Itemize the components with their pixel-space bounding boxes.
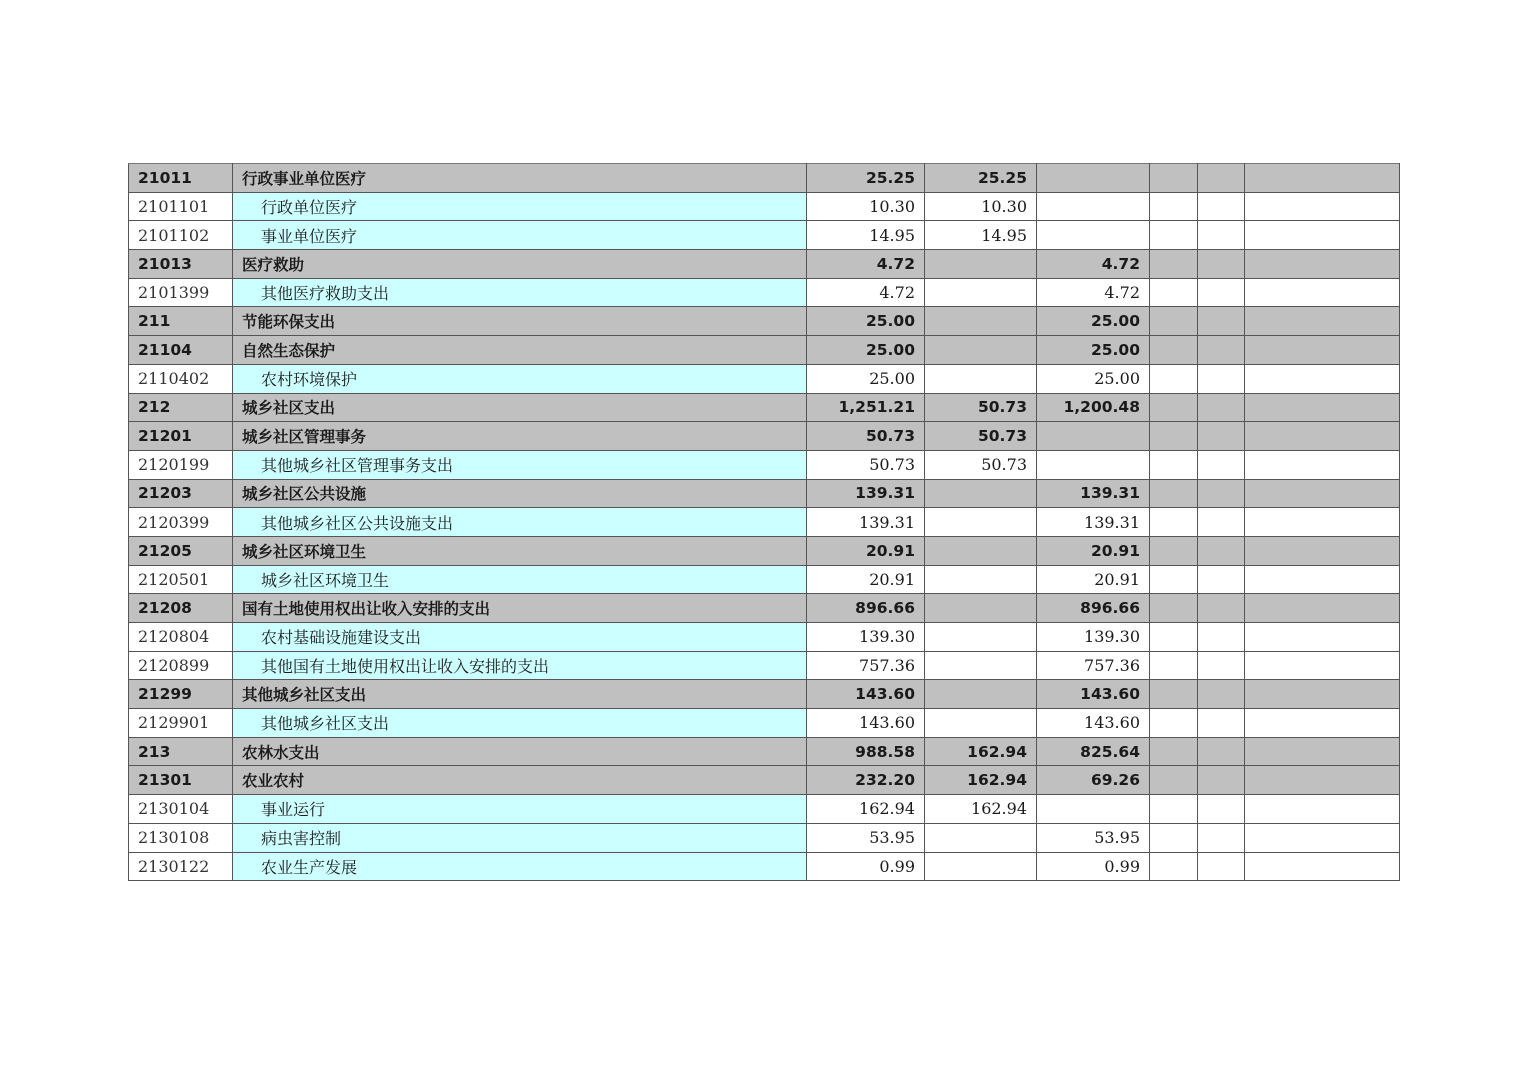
cell-subject-code: 2130104 xyxy=(129,795,233,824)
cell-project-expenditure: 20.91 xyxy=(1037,536,1150,565)
cell-empty xyxy=(1198,450,1245,479)
cell-subject-code: 211 xyxy=(129,307,233,336)
cell-basic-expenditure: 162.94 xyxy=(925,766,1037,795)
cell-empty xyxy=(1198,364,1245,393)
table-row-summary xyxy=(129,164,1400,193)
cell-empty xyxy=(1198,307,1245,336)
table-row-summary xyxy=(129,594,1400,623)
cell-basic-expenditure xyxy=(925,307,1037,336)
cell-project-expenditure: 25.00 xyxy=(1037,336,1150,365)
cell-empty xyxy=(1198,852,1245,881)
cell-total: 139.30 xyxy=(807,623,925,652)
cell-subject-code: 2101102 xyxy=(129,221,233,250)
cell-project-expenditure: 757.36 xyxy=(1037,651,1150,680)
cell-subject-code: 2120804 xyxy=(129,623,233,652)
table-row-summary xyxy=(129,766,1400,795)
table-row-detail xyxy=(129,823,1400,852)
cell-project-expenditure: 896.66 xyxy=(1037,594,1150,623)
cell-empty xyxy=(1245,307,1400,336)
cell-total: 162.94 xyxy=(807,795,925,824)
cell-project-expenditure: 69.26 xyxy=(1037,766,1150,795)
cell-empty xyxy=(1198,737,1245,766)
table-row-summary xyxy=(129,737,1400,766)
cell-subject-code: 21208 xyxy=(129,594,233,623)
cell-project-expenditure: 25.00 xyxy=(1037,307,1150,336)
cell-empty xyxy=(1198,192,1245,221)
cell-subject-name: 事业单位医疗 xyxy=(233,221,807,250)
table-row-summary xyxy=(129,680,1400,709)
cell-subject-code: 2120199 xyxy=(129,450,233,479)
cell-subject-code: 21104 xyxy=(129,336,233,365)
table-row-summary xyxy=(129,479,1400,508)
cell-empty xyxy=(1245,565,1400,594)
cell-basic-expenditure xyxy=(925,565,1037,594)
cell-subject-code: 2120899 xyxy=(129,651,233,680)
cell-basic-expenditure: 25.25 xyxy=(925,164,1037,193)
cell-subject-code: 21201 xyxy=(129,422,233,451)
cell-total: 20.91 xyxy=(807,565,925,594)
budget-expenditure-table xyxy=(128,163,1400,881)
cell-total: 4.72 xyxy=(807,278,925,307)
cell-empty xyxy=(1198,823,1245,852)
cell-subject-name: 病虫害控制 xyxy=(233,823,807,852)
cell-project-expenditure: 20.91 xyxy=(1037,565,1150,594)
cell-empty xyxy=(1245,737,1400,766)
cell-subject-name: 自然生态保护 xyxy=(233,336,807,365)
cell-project-expenditure: 1,200.48 xyxy=(1037,393,1150,422)
cell-total: 25.00 xyxy=(807,364,925,393)
cell-subject-code: 21013 xyxy=(129,250,233,279)
cell-empty xyxy=(1150,680,1198,709)
cell-subject-code: 21299 xyxy=(129,680,233,709)
cell-project-expenditure: 53.95 xyxy=(1037,823,1150,852)
cell-empty xyxy=(1198,536,1245,565)
cell-subject-code: 2130108 xyxy=(129,823,233,852)
cell-project-expenditure xyxy=(1037,192,1150,221)
table-row-detail xyxy=(129,709,1400,738)
cell-empty xyxy=(1150,651,1198,680)
cell-empty xyxy=(1150,221,1198,250)
cell-empty xyxy=(1150,766,1198,795)
cell-project-expenditure xyxy=(1037,795,1150,824)
cell-subject-code: 21203 xyxy=(129,479,233,508)
cell-empty xyxy=(1150,852,1198,881)
cell-empty xyxy=(1198,164,1245,193)
cell-project-expenditure: 139.31 xyxy=(1037,508,1150,537)
cell-empty xyxy=(1198,336,1245,365)
cell-subject-name: 其他医疗救助支出 xyxy=(233,278,807,307)
cell-subject-name: 其他城乡社区支出 xyxy=(233,680,807,709)
cell-empty xyxy=(1245,852,1400,881)
cell-basic-expenditure xyxy=(925,536,1037,565)
cell-empty xyxy=(1150,393,1198,422)
table-row-summary xyxy=(129,250,1400,279)
cell-empty xyxy=(1245,393,1400,422)
cell-subject-name: 城乡社区公共设施 xyxy=(233,479,807,508)
cell-subject-name: 城乡社区支出 xyxy=(233,393,807,422)
cell-empty xyxy=(1198,651,1245,680)
cell-empty xyxy=(1150,336,1198,365)
cell-total: 50.73 xyxy=(807,422,925,451)
cell-empty xyxy=(1198,594,1245,623)
cell-basic-expenditure xyxy=(925,623,1037,652)
cell-project-expenditure: 25.00 xyxy=(1037,364,1150,393)
cell-empty xyxy=(1245,536,1400,565)
cell-total: 10.30 xyxy=(807,192,925,221)
cell-project-expenditure xyxy=(1037,164,1150,193)
cell-basic-expenditure xyxy=(925,852,1037,881)
table-row-summary xyxy=(129,393,1400,422)
cell-subject-code: 21301 xyxy=(129,766,233,795)
cell-empty xyxy=(1150,422,1198,451)
cell-subject-code: 21205 xyxy=(129,536,233,565)
cell-total: 14.95 xyxy=(807,221,925,250)
cell-subject-name: 行政单位医疗 xyxy=(233,192,807,221)
cell-basic-expenditure: 162.94 xyxy=(925,795,1037,824)
cell-empty xyxy=(1198,766,1245,795)
cell-empty xyxy=(1245,364,1400,393)
cell-empty xyxy=(1150,192,1198,221)
cell-total: 143.60 xyxy=(807,680,925,709)
cell-empty xyxy=(1245,192,1400,221)
cell-project-expenditure xyxy=(1037,221,1150,250)
cell-subject-name: 城乡社区管理事务 xyxy=(233,422,807,451)
cell-basic-expenditure: 50.73 xyxy=(925,450,1037,479)
cell-basic-expenditure xyxy=(925,250,1037,279)
cell-project-expenditure xyxy=(1037,422,1150,451)
cell-basic-expenditure xyxy=(925,278,1037,307)
cell-basic-expenditure xyxy=(925,823,1037,852)
cell-subject-name: 城乡社区环境卫生 xyxy=(233,565,807,594)
cell-empty xyxy=(1150,536,1198,565)
cell-empty xyxy=(1245,651,1400,680)
cell-empty xyxy=(1150,709,1198,738)
cell-empty xyxy=(1245,422,1400,451)
cell-subject-name: 其他城乡社区管理事务支出 xyxy=(233,450,807,479)
cell-empty xyxy=(1198,565,1245,594)
cell-empty xyxy=(1245,795,1400,824)
cell-empty xyxy=(1150,508,1198,537)
cell-basic-expenditure xyxy=(925,364,1037,393)
cell-total: 20.91 xyxy=(807,536,925,565)
table-row-detail xyxy=(129,508,1400,537)
cell-empty xyxy=(1198,221,1245,250)
cell-project-expenditure xyxy=(1037,450,1150,479)
cell-project-expenditure: 4.72 xyxy=(1037,278,1150,307)
cell-basic-expenditure: 14.95 xyxy=(925,221,1037,250)
cell-project-expenditure: 143.60 xyxy=(1037,680,1150,709)
cell-empty xyxy=(1150,737,1198,766)
cell-total: 757.36 xyxy=(807,651,925,680)
cell-empty xyxy=(1245,709,1400,738)
cell-empty xyxy=(1245,623,1400,652)
cell-empty xyxy=(1198,508,1245,537)
cell-empty xyxy=(1245,479,1400,508)
cell-empty xyxy=(1245,450,1400,479)
table-row-detail xyxy=(129,278,1400,307)
cell-empty xyxy=(1150,479,1198,508)
table-row-detail xyxy=(129,364,1400,393)
cell-empty xyxy=(1198,393,1245,422)
table-row-summary xyxy=(129,536,1400,565)
cell-subject-name: 事业运行 xyxy=(233,795,807,824)
cell-empty xyxy=(1245,508,1400,537)
cell-empty xyxy=(1198,709,1245,738)
cell-subject-code: 2101101 xyxy=(129,192,233,221)
table-row-summary xyxy=(129,307,1400,336)
cell-basic-expenditure: 50.73 xyxy=(925,422,1037,451)
cell-empty xyxy=(1245,680,1400,709)
cell-empty xyxy=(1150,823,1198,852)
table-row-detail xyxy=(129,795,1400,824)
cell-basic-expenditure: 10.30 xyxy=(925,192,1037,221)
cell-basic-expenditure xyxy=(925,651,1037,680)
cell-empty xyxy=(1245,594,1400,623)
cell-empty xyxy=(1198,422,1245,451)
cell-basic-expenditure xyxy=(925,709,1037,738)
cell-basic-expenditure xyxy=(925,336,1037,365)
cell-total: 139.31 xyxy=(807,479,925,508)
cell-subject-code: 2130122 xyxy=(129,852,233,881)
cell-subject-name: 农业农村 xyxy=(233,766,807,795)
table-row-detail xyxy=(129,623,1400,652)
cell-project-expenditure: 139.30 xyxy=(1037,623,1150,652)
cell-empty xyxy=(1245,278,1400,307)
cell-empty xyxy=(1198,795,1245,824)
cell-basic-expenditure xyxy=(925,594,1037,623)
cell-total: 988.58 xyxy=(807,737,925,766)
cell-empty xyxy=(1150,250,1198,279)
cell-total: 139.31 xyxy=(807,508,925,537)
cell-subject-code: 21011 xyxy=(129,164,233,193)
cell-basic-expenditure xyxy=(925,680,1037,709)
cell-empty xyxy=(1245,164,1400,193)
cell-empty xyxy=(1150,594,1198,623)
table-row-detail xyxy=(129,450,1400,479)
cell-basic-expenditure xyxy=(925,508,1037,537)
cell-empty xyxy=(1150,450,1198,479)
cell-project-expenditure: 0.99 xyxy=(1037,852,1150,881)
cell-total: 25.00 xyxy=(807,307,925,336)
cell-subject-code: 2120501 xyxy=(129,565,233,594)
cell-total: 1,251.21 xyxy=(807,393,925,422)
cell-subject-name: 农林水支出 xyxy=(233,737,807,766)
table-row-detail xyxy=(129,852,1400,881)
cell-subject-name: 农村基础设施建设支出 xyxy=(233,623,807,652)
cell-subject-name: 医疗救助 xyxy=(233,250,807,279)
cell-empty xyxy=(1198,479,1245,508)
cell-subject-name: 其他城乡社区公共设施支出 xyxy=(233,508,807,537)
cell-project-expenditure: 4.72 xyxy=(1037,250,1150,279)
cell-subject-name: 农村环境保护 xyxy=(233,364,807,393)
cell-empty xyxy=(1150,623,1198,652)
cell-basic-expenditure: 162.94 xyxy=(925,737,1037,766)
table-row-summary xyxy=(129,336,1400,365)
cell-subject-name: 节能环保支出 xyxy=(233,307,807,336)
cell-subject-code: 213 xyxy=(129,737,233,766)
cell-empty xyxy=(1198,250,1245,279)
cell-empty xyxy=(1150,364,1198,393)
cell-total: 232.20 xyxy=(807,766,925,795)
cell-empty xyxy=(1150,565,1198,594)
cell-subject-name: 其他国有土地使用权出让收入安排的支出 xyxy=(233,651,807,680)
cell-subject-code: 2110402 xyxy=(129,364,233,393)
cell-empty xyxy=(1150,278,1198,307)
cell-empty xyxy=(1245,766,1400,795)
table-row-summary xyxy=(129,422,1400,451)
cell-basic-expenditure xyxy=(925,479,1037,508)
cell-empty xyxy=(1245,336,1400,365)
cell-empty xyxy=(1198,278,1245,307)
cell-project-expenditure: 139.31 xyxy=(1037,479,1150,508)
table-row-detail xyxy=(129,651,1400,680)
cell-total: 4.72 xyxy=(807,250,925,279)
cell-project-expenditure: 143.60 xyxy=(1037,709,1150,738)
cell-total: 25.00 xyxy=(807,336,925,365)
cell-subject-code: 212 xyxy=(129,393,233,422)
table-row-detail xyxy=(129,192,1400,221)
table-row-detail xyxy=(129,565,1400,594)
cell-total: 25.25 xyxy=(807,164,925,193)
cell-empty xyxy=(1150,164,1198,193)
cell-empty xyxy=(1245,221,1400,250)
cell-subject-name: 城乡社区环境卫生 xyxy=(233,536,807,565)
cell-subject-code: 2120399 xyxy=(129,508,233,537)
cell-subject-name: 其他城乡社区支出 xyxy=(233,709,807,738)
cell-subject-code: 2129901 xyxy=(129,709,233,738)
cell-empty xyxy=(1198,623,1245,652)
cell-empty xyxy=(1198,680,1245,709)
cell-empty xyxy=(1150,795,1198,824)
cell-subject-code: 2101399 xyxy=(129,278,233,307)
cell-total: 896.66 xyxy=(807,594,925,623)
cell-basic-expenditure: 50.73 xyxy=(925,393,1037,422)
cell-subject-name: 国有土地使用权出让收入安排的支出 xyxy=(233,594,807,623)
cell-empty xyxy=(1150,307,1198,336)
table-body xyxy=(129,164,1400,881)
table-row-detail xyxy=(129,221,1400,250)
cell-total: 143.60 xyxy=(807,709,925,738)
cell-total: 0.99 xyxy=(807,852,925,881)
cell-empty xyxy=(1245,250,1400,279)
cell-project-expenditure: 825.64 xyxy=(1037,737,1150,766)
cell-empty xyxy=(1245,823,1400,852)
cell-total: 53.95 xyxy=(807,823,925,852)
cell-total: 50.73 xyxy=(807,450,925,479)
cell-subject-name: 行政事业单位医疗 xyxy=(233,164,807,193)
cell-subject-name: 农业生产发展 xyxy=(233,852,807,881)
